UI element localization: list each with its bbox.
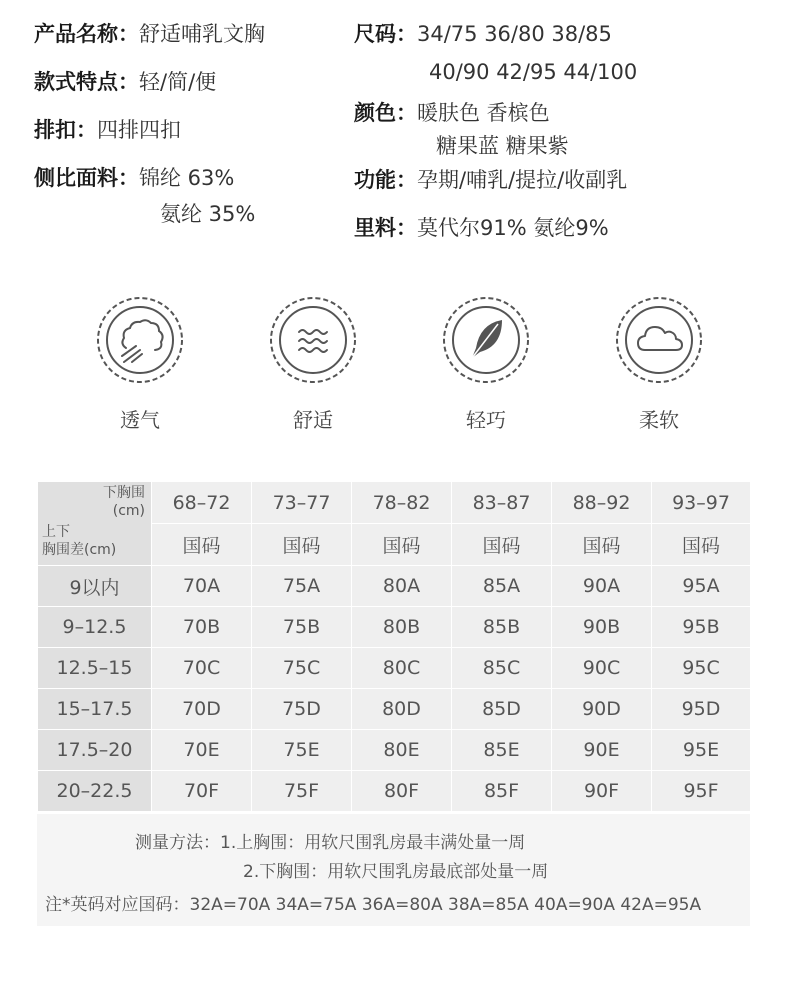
table-cell: 80A	[352, 566, 452, 607]
subheader-cell: 国码	[652, 524, 751, 566]
table-corner-header	[38, 482, 152, 566]
feature-soft	[609, 296, 709, 433]
spec-product-name	[34, 19, 265, 49]
spec-label: 尺码：	[354, 22, 417, 46]
row-header: 9–12.5	[38, 607, 152, 648]
spec-label: 产品名称：	[34, 22, 139, 46]
row-header: 12.5–15	[38, 648, 152, 689]
table-cell: 80F	[352, 771, 452, 812]
table-cell: 80D	[352, 689, 452, 730]
table-cell: 95B	[652, 607, 751, 648]
corner-label: 下胸围	[103, 485, 145, 501]
table-header-row	[38, 482, 751, 524]
spec-value: 暖肤色 香槟色	[417, 101, 550, 125]
spec-buckle	[34, 115, 181, 145]
table-cell: 90C	[552, 648, 652, 689]
table-cell: 75C	[252, 648, 352, 689]
spec-style	[34, 67, 216, 97]
table-body	[38, 566, 751, 812]
table-cell: 95C	[652, 648, 751, 689]
waves-icon	[269, 296, 357, 384]
table-cell: 90F	[552, 771, 652, 812]
table-row	[38, 689, 751, 730]
table-cell: 70B	[152, 607, 252, 648]
subheader-cell: 国码	[352, 524, 452, 566]
table-cell: 85E	[452, 730, 552, 771]
feather-icon	[442, 296, 530, 384]
spec-label: 里料：	[354, 216, 417, 240]
spec-value: 四排四扣	[97, 118, 181, 142]
subheader-cell: 国码	[152, 524, 252, 566]
table-row	[38, 648, 751, 689]
spec-label: 颜色：	[354, 101, 417, 125]
table-cell: 90D	[552, 689, 652, 730]
spec-color	[354, 98, 569, 158]
table-cell: 95D	[652, 689, 751, 730]
table-cell: 80B	[352, 607, 452, 648]
table-cell: 75E	[252, 730, 352, 771]
column-header: 68–72	[152, 482, 252, 524]
notes-line-1: 测量方法：1.上胸围：用软尺围乳房最丰满处量一周	[135, 833, 526, 853]
table-cell: 95F	[652, 771, 751, 812]
size-table	[37, 481, 751, 812]
table-cell: 90B	[552, 607, 652, 648]
spec-label: 款式特点：	[34, 70, 139, 94]
table-cell: 70F	[152, 771, 252, 812]
table-cell: 90A	[552, 566, 652, 607]
breathable-icon	[96, 296, 184, 384]
table-row	[38, 566, 751, 607]
row-header: 17.5–20	[38, 730, 152, 771]
table-cell: 80E	[352, 730, 452, 771]
spec-side-fabric	[34, 163, 256, 226]
spec-value: 舒适哺乳文胸	[139, 22, 265, 46]
spec-value: 莫代尔91% 氨纶9%	[417, 216, 609, 240]
table-cell: 85D	[452, 689, 552, 730]
feature-label: 柔软	[639, 408, 679, 432]
notes-line-2: 2.下胸围：用软尺围乳房最底部处量一周	[243, 862, 549, 882]
feature-light	[436, 296, 536, 433]
subheader-cell: 国码	[252, 524, 352, 566]
table-cell: 75B	[252, 607, 352, 648]
spec-size	[354, 19, 638, 84]
table-cell: 70D	[152, 689, 252, 730]
notes-line-3: 注*英码对应国码：32A=70A 34A=75A 36A=80A 38A=85A 40A=90A 42A=95A	[45, 895, 702, 915]
row-header: 9以内	[38, 566, 152, 607]
table-cell: 80C	[352, 648, 452, 689]
column-header: 73–77	[252, 482, 352, 524]
column-header: 88–92	[552, 482, 652, 524]
feature-label: 轻巧	[466, 408, 506, 432]
table-cell: 85B	[452, 607, 552, 648]
feature-label: 透气	[120, 408, 160, 432]
table-row	[38, 730, 751, 771]
table-cell: 70A	[152, 566, 252, 607]
spec-label: 排扣：	[34, 118, 97, 142]
table-cell: 70C	[152, 648, 252, 689]
table-cell: 85F	[452, 771, 552, 812]
subheader-cell: 国码	[452, 524, 552, 566]
spec-value: 孕期/哺乳/提拉/收副乳	[417, 168, 628, 192]
table-cell: 85C	[452, 648, 552, 689]
column-header: 83–87	[452, 482, 552, 524]
row-header: 15–17.5	[38, 689, 152, 730]
table-cell: 95A	[652, 566, 751, 607]
spec-lining	[354, 213, 609, 243]
table-cell: 70E	[152, 730, 252, 771]
table-cell: 75A	[252, 566, 352, 607]
spec-value-2: 40/90 42/95 44/100	[429, 60, 638, 84]
table-row	[38, 607, 751, 648]
corner-unit: 胸围差(cm)	[42, 542, 117, 558]
spec-label: 侧比面料：	[34, 166, 139, 190]
feature-breathable	[90, 296, 190, 433]
table-cell: 90E	[552, 730, 652, 771]
measurement-notes	[37, 814, 750, 926]
spec-value: 34/75 36/80 38/85	[417, 22, 612, 46]
corner-label: 上下	[42, 524, 70, 540]
spec-value: 锦纶 63%	[139, 166, 235, 190]
table-cell: 85A	[452, 566, 552, 607]
spec-value-2: 糖果蓝 糖果紫	[436, 134, 569, 158]
feature-comfort	[263, 296, 363, 433]
row-header: 20–22.5	[38, 771, 152, 812]
corner-unit: (cm)	[112, 503, 145, 519]
spec-function	[354, 165, 627, 195]
spec-value-2: 氨纶 35%	[160, 202, 256, 226]
column-header: 78–82	[352, 482, 452, 524]
table-cell: 95E	[652, 730, 751, 771]
table-cell: 75F	[252, 771, 352, 812]
table-row	[38, 771, 751, 812]
subheader-cell: 国码	[552, 524, 652, 566]
cloud-icon	[615, 296, 703, 384]
spec-label: 功能：	[354, 168, 417, 192]
feature-label: 舒适	[293, 408, 333, 432]
spec-value: 轻/简/便	[139, 70, 217, 94]
table-cell: 75D	[252, 689, 352, 730]
column-header: 93–97	[652, 482, 751, 524]
